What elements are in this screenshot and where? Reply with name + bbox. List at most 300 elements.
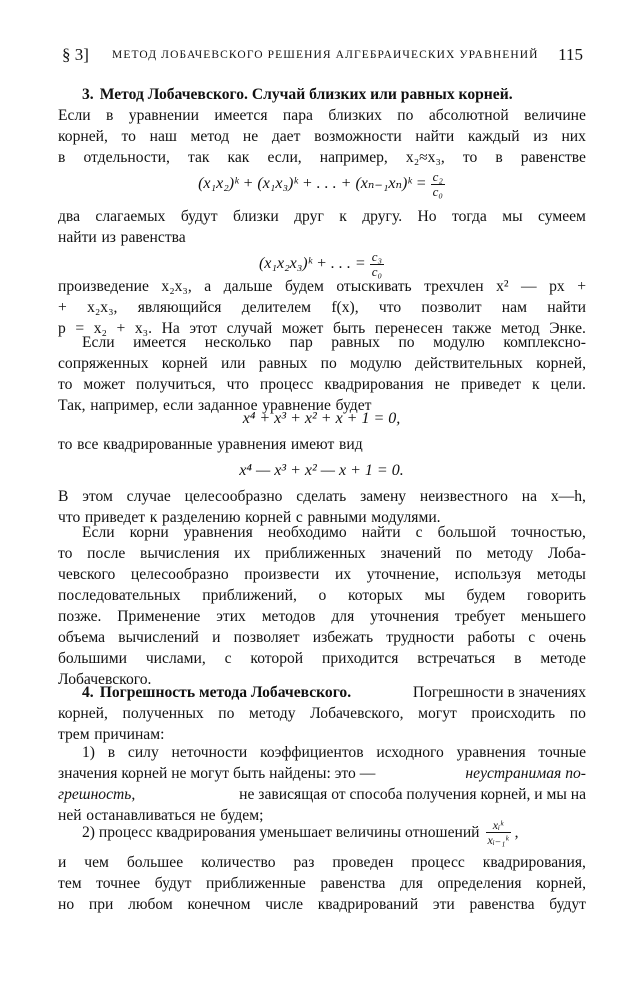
section-3-number: 3. [82, 86, 94, 103]
word: + [116, 320, 126, 337]
text-fragment: значения корней не могут быть найдены: это — [58, 765, 376, 782]
formula-1-fraction [431, 170, 445, 199]
text-line [58, 227, 586, 248]
word: исходного [376, 744, 444, 761]
word: + [58, 299, 67, 316]
section-4-intro [58, 682, 586, 745]
text-line [58, 543, 586, 564]
word: или [220, 355, 246, 372]
word: процесс [259, 376, 314, 393]
word: + [577, 278, 586, 295]
word: Применение [117, 608, 201, 625]
paragraph-7 [58, 522, 586, 690]
word: будем; [220, 807, 264, 824]
word: то [58, 376, 73, 393]
word: к [532, 376, 540, 393]
word: например, [319, 149, 388, 166]
word: x₂x₃, [161, 278, 192, 295]
word: их [234, 545, 251, 562]
word: будет [335, 397, 372, 414]
word: имеют [290, 436, 335, 453]
word: найти [58, 229, 97, 246]
text-line [58, 894, 586, 915]
word: будем [284, 278, 324, 295]
word: тем [58, 875, 82, 892]
word: равенства [469, 896, 535, 913]
text-line [58, 784, 586, 805]
word: будут [154, 875, 192, 892]
word: происходить [471, 705, 556, 722]
word: корней, [536, 875, 586, 892]
list-item-2 [58, 818, 586, 847]
word: то [462, 149, 478, 166]
word: приближений, [202, 587, 297, 604]
word: x₂ [93, 320, 107, 337]
word: корней, [58, 128, 108, 145]
word: вид [339, 436, 363, 453]
word: любом [128, 896, 173, 913]
word: пара [282, 107, 313, 124]
word: равенства [120, 229, 186, 246]
word: px [549, 278, 565, 295]
word: например, [90, 397, 159, 414]
word: являющийся [137, 299, 222, 316]
section-3-heading [58, 84, 586, 105]
text-line [58, 105, 586, 126]
word: причинам: [94, 726, 165, 743]
word: то [58, 545, 73, 562]
paragraph-end [58, 852, 586, 915]
word: коэффициентов [260, 744, 364, 761]
word: два [58, 208, 81, 225]
word: модулю [433, 334, 485, 351]
word: отдельности, [83, 149, 170, 166]
word: большой [437, 524, 497, 541]
word: работы [467, 629, 516, 646]
word: полученных [122, 705, 204, 722]
word: друг [294, 208, 324, 225]
formula-1-lhs: (x₁x₂)ᵏ + (x₁x₃)ᵏ + . . . + (xₙ₋₁xₙ)ᵏ = [198, 175, 427, 193]
word: другу. [362, 208, 403, 225]
formula-1 [0, 170, 643, 199]
word: все [77, 436, 99, 453]
text-line [58, 353, 586, 374]
word: Лобачевского. [58, 671, 152, 688]
word: x₃. [134, 320, 153, 337]
word: используя [454, 566, 522, 583]
word: в [495, 149, 503, 166]
word: действительных [414, 355, 523, 372]
word: для [331, 608, 355, 625]
paragraph-5 [58, 434, 586, 455]
word: пар [289, 334, 313, 351]
word: говорить [527, 587, 586, 604]
word: этот [189, 320, 218, 337]
formula-2 [0, 250, 643, 279]
word: из [101, 229, 116, 246]
word: уравнения [217, 436, 287, 453]
word: и [58, 854, 67, 871]
word: близки [232, 208, 279, 225]
word: из [533, 128, 548, 145]
formula-2-numerator: c₃ [371, 249, 383, 264]
word: уточнение, [366, 566, 440, 583]
word: с [224, 650, 232, 667]
word: имеется [214, 107, 268, 124]
word: при [88, 896, 114, 913]
formula-1-numerator: c₂ [432, 169, 443, 184]
formula-2-fraction [370, 250, 384, 279]
word: перенесен [374, 320, 443, 337]
word: по [569, 705, 586, 722]
word: их [334, 566, 352, 583]
ratio-fraction [486, 818, 511, 847]
word: ней [58, 807, 82, 824]
word: близких [328, 107, 382, 124]
word: равных [258, 355, 308, 372]
word: найти [415, 128, 455, 145]
word: трем [58, 726, 90, 743]
text-line [58, 703, 586, 724]
word: с [528, 629, 536, 646]
word: целесообразно [184, 488, 283, 505]
word: проведен [332, 854, 394, 871]
word: делителем [241, 299, 312, 316]
word: квадрированные [103, 436, 213, 453]
word: нам [501, 299, 527, 316]
word: На [161, 320, 180, 337]
word: них [561, 128, 586, 145]
word: уравнения [183, 524, 253, 541]
word: чевского [58, 566, 116, 583]
word: встречаться [417, 650, 496, 667]
word: количество [201, 854, 276, 871]
formula-1-denominator: c₀ [432, 184, 443, 199]
word: x₂x₃, [87, 299, 118, 316]
word: будут [549, 896, 586, 913]
text-line [58, 297, 586, 318]
emphasis-term: грешность, [58, 786, 136, 803]
word: Лобачевского, [310, 705, 404, 722]
word: также [452, 320, 492, 337]
word: если, [267, 149, 302, 166]
paragraph-4 [58, 332, 586, 416]
word: может [281, 320, 324, 337]
word: и [212, 629, 221, 646]
text-line [58, 522, 586, 543]
list-item-1 [58, 742, 586, 826]
word: конечном [187, 896, 251, 913]
word: к [149, 509, 158, 526]
word: приближенных [265, 545, 366, 562]
text-line [58, 852, 586, 873]
word: точные [538, 744, 586, 761]
word: если [162, 397, 194, 414]
word: точнее [96, 875, 141, 892]
text-line [58, 486, 586, 507]
text-line [58, 147, 586, 168]
word: не [434, 376, 450, 393]
word: Если [82, 334, 115, 351]
word: раз [293, 854, 315, 871]
word: 1) [82, 744, 95, 761]
word: сумеем [538, 208, 586, 225]
word: не [242, 128, 259, 145]
word: уточнения [370, 608, 439, 625]
word: заданное [197, 397, 258, 414]
word: корней, [58, 705, 108, 722]
word: Но [417, 208, 437, 225]
word: будем [466, 587, 506, 604]
text-fragment: не зависящая от способа получения корней, и мы на [239, 786, 586, 803]
word: найти [547, 299, 586, 316]
word: корни [129, 524, 169, 541]
word: трехчлен [424, 278, 484, 295]
word: В [58, 488, 69, 505]
word: тогда [451, 208, 487, 225]
text-line [58, 648, 586, 669]
text-line [58, 763, 586, 784]
header-section-mark: § 3] [62, 45, 89, 64]
word: несколько [204, 334, 272, 351]
word: на [521, 488, 538, 505]
word: сопряженных [58, 355, 149, 372]
word: о [318, 587, 327, 604]
formula-2-denominator: c₀ [371, 264, 383, 279]
paragraph-2 [58, 206, 586, 248]
word: а [204, 278, 212, 295]
word: дальше [223, 278, 273, 295]
word: не [200, 807, 216, 824]
word: квадрирования [324, 376, 424, 393]
word: произвести [244, 566, 320, 583]
text-line [58, 276, 586, 297]
word: что [378, 299, 402, 316]
word: которых [347, 587, 403, 604]
word: p [58, 320, 66, 337]
emphasis-term: неустранимая по- [465, 765, 586, 782]
word: значений [380, 545, 442, 562]
text-line [58, 873, 586, 894]
word: вычислений [118, 629, 199, 646]
word: по [398, 334, 415, 351]
word: возможности [314, 128, 402, 145]
word: мы [424, 587, 445, 604]
word: в [58, 149, 66, 166]
word: может [83, 376, 125, 393]
word: позволяет [233, 629, 300, 646]
word: этом [82, 488, 113, 505]
word: уравнение [262, 397, 331, 414]
word: найти [361, 524, 401, 541]
word: величине [524, 107, 586, 124]
word: будут [180, 208, 218, 225]
word: x—h, [550, 488, 586, 505]
word: уравнения [456, 744, 526, 761]
word: определения [437, 875, 522, 892]
word: в [514, 650, 522, 667]
word: то [58, 436, 73, 453]
word: с [295, 509, 303, 526]
word: методов [261, 608, 316, 625]
word: уравнении [128, 107, 199, 124]
word: неизвестного [419, 488, 508, 505]
text-line [58, 126, 586, 147]
formula-2-lhs: (x₁x₂x₃)ᵏ + . . . = [258, 255, 366, 273]
section-4-first-line-rest: Погрешности в значениях [412, 684, 586, 701]
word: по [455, 545, 472, 562]
word: квадрирования, [482, 854, 586, 871]
text-line [58, 742, 586, 763]
word: замену [360, 488, 407, 505]
text-fragment: 2) процесс квадрирования уменьшает величины отношений [82, 824, 480, 841]
section-4-number: 4. [82, 684, 94, 701]
text-line [58, 627, 586, 648]
page-number: 115 [558, 45, 583, 64]
word: так [187, 149, 210, 166]
word: к [339, 208, 347, 225]
text-line [58, 434, 586, 455]
word: в [107, 744, 116, 761]
word: абсолютной [428, 107, 509, 124]
paragraph-3 [58, 276, 586, 339]
text-line [58, 374, 586, 395]
word: корней, [536, 355, 586, 372]
word: могут [418, 705, 457, 722]
word: быть [332, 320, 366, 337]
word: для [400, 875, 423, 892]
word: требует [454, 608, 506, 625]
word: Так, [58, 397, 86, 414]
word: но [58, 896, 75, 913]
word: модулю [350, 355, 402, 372]
word: случае [126, 488, 171, 505]
word: числе [265, 896, 304, 913]
word: что [226, 376, 249, 393]
word: Если [82, 524, 115, 541]
word: позже. [58, 608, 102, 625]
word: наш [149, 128, 177, 145]
word: большее [126, 854, 184, 871]
word: последовательных [58, 587, 181, 604]
text-line [58, 585, 586, 606]
word: как [227, 149, 250, 166]
word: по [397, 107, 414, 124]
running-header [62, 45, 583, 71]
word: метод [501, 320, 540, 337]
word: эти [432, 896, 455, 913]
word: силу [127, 744, 159, 761]
word: отыскивать [336, 278, 412, 295]
word: слагаемых [95, 208, 166, 225]
word: — [521, 278, 537, 295]
word: методы [536, 566, 586, 583]
word: равных [331, 334, 380, 351]
word: цели. [550, 376, 586, 393]
word: равными [307, 509, 367, 526]
word: очень [548, 629, 586, 646]
word: большими [58, 650, 127, 667]
word: = [75, 320, 85, 337]
word: объема [58, 629, 106, 646]
word: x² [496, 278, 509, 295]
section-3-title: Метод Лобачевского. Случай близких или равных корней. [99, 86, 513, 103]
text-line [58, 818, 586, 847]
word: комплексно- [503, 334, 586, 351]
word: сделать [296, 488, 347, 505]
word: x₂≈x₃, [405, 149, 445, 166]
word: то [121, 128, 136, 145]
ratio-numerator: xᵢᵏ [486, 818, 511, 833]
word: что [58, 509, 81, 526]
word: случай [226, 320, 273, 337]
word: разделению [162, 509, 241, 526]
word: после [87, 545, 126, 562]
word: дает [271, 128, 301, 145]
word: метод [190, 128, 230, 145]
word: неточности [171, 744, 248, 761]
word: которой [250, 650, 304, 667]
word: приведет [460, 376, 522, 393]
word: останавливаться [86, 807, 196, 824]
formula-4: x⁴ — x³ + x² — x + 1 = 0. [239, 462, 404, 479]
word: числами, [145, 650, 206, 667]
word: имеется [133, 334, 187, 351]
word: процесс [411, 854, 465, 871]
word: целесообразно [130, 566, 229, 583]
word: с [415, 524, 423, 541]
word: методу [486, 545, 534, 562]
word: произведение [58, 278, 149, 295]
word: приходится [322, 650, 399, 667]
word: приближенные [206, 875, 306, 892]
word: Энке. [549, 320, 586, 337]
section-3-intro [58, 84, 586, 168]
header-running-title: МЕТОД ЛОБАЧЕВСКОГО РЕШЕНИЯ АЛГЕБРАИЧЕСКИХ УРАВНЕНИЙ [112, 49, 539, 61]
word: корней [245, 509, 292, 526]
word: избежать [312, 629, 374, 646]
text-line [58, 206, 586, 227]
word: получиться, [136, 376, 216, 393]
word: по [320, 355, 337, 372]
word: Если [58, 107, 91, 124]
text-line [58, 564, 586, 585]
ratio-denominator: xᵢ₋₁ᵏ [487, 833, 509, 847]
word: по [218, 705, 235, 722]
word: модулями. [371, 509, 441, 526]
section-4-title: Погрешность метода Лобачевского. [99, 684, 352, 701]
word: в [105, 107, 114, 124]
word: каждый [467, 128, 520, 145]
word: равенства [320, 875, 386, 892]
section-4-heading [58, 682, 586, 703]
word: чем [84, 854, 109, 871]
word: трудности [386, 629, 455, 646]
text-fragment: , [514, 824, 519, 841]
word: точностью, [511, 524, 586, 541]
text-line [58, 606, 586, 627]
word: квадрирований [317, 896, 419, 913]
word: f(x), [331, 299, 359, 316]
word: Лоба- [547, 545, 586, 562]
word: необходимо [267, 524, 347, 541]
word: методе [540, 650, 586, 667]
word: позволит [421, 299, 482, 316]
text-line [58, 332, 586, 353]
word: вычисления [140, 545, 220, 562]
word: равенстве [520, 149, 586, 166]
word: методу [249, 705, 296, 722]
